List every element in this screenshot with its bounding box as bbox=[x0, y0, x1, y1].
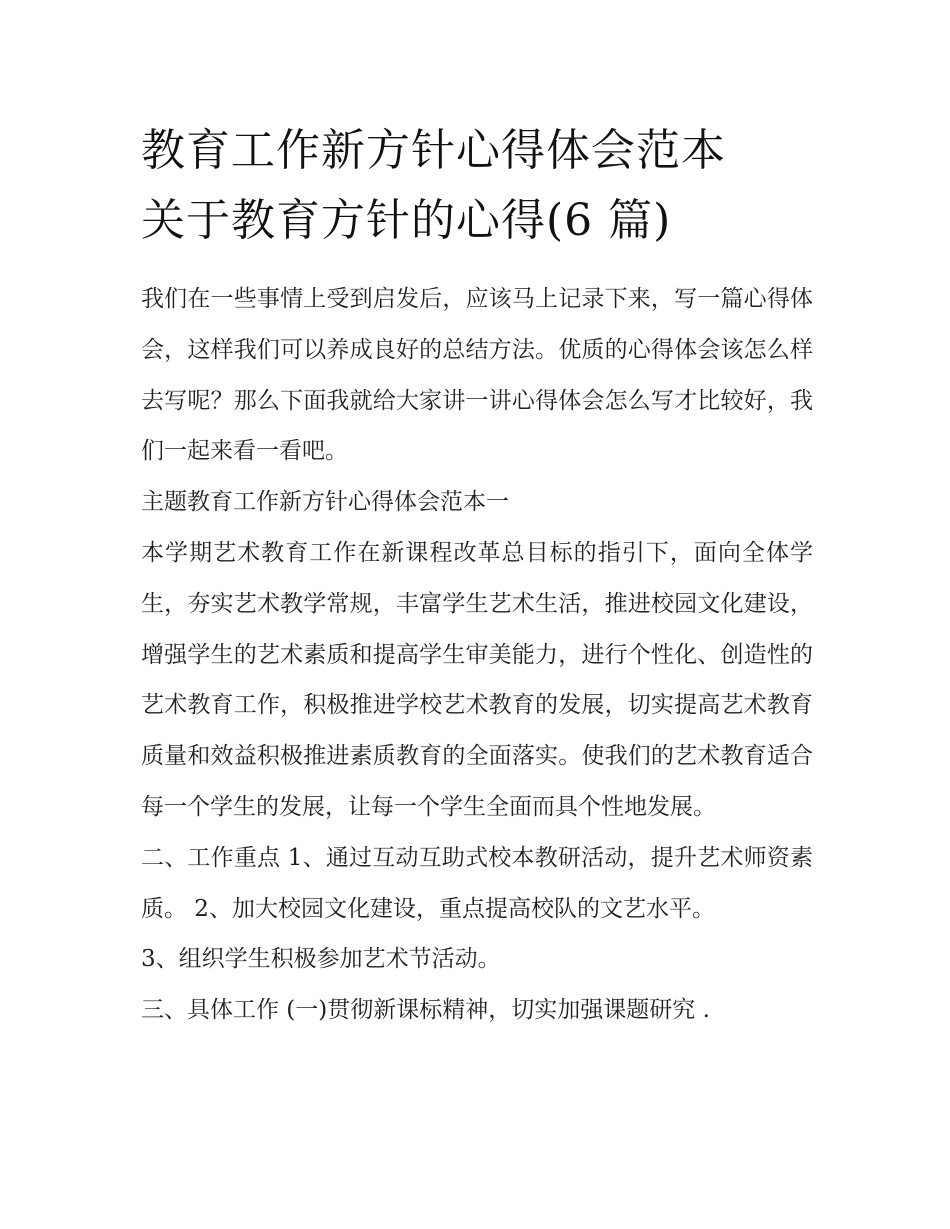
work-focus-item-3: 3、组织学生积极参加艺术节活动。 bbox=[141, 946, 501, 973]
document-title bbox=[141, 116, 813, 256]
document-content bbox=[141, 116, 813, 1036]
specific-work-paragraph: 三、具体工作 (一)贯彻新课标精神，切实加强课题研究 . bbox=[141, 997, 710, 1024]
section-body-paragraph: 本学期艺术教育工作在新课程改革总目标的指引下，面向全体学生，夯实艺术教学常规，丰富学生艺术生活，推进校园文化建设，增强学生的艺术素质和提高学生审美能力，进行个性化、创造性的艺术教育工作，积极推进学校艺术教育的发展，切实提高艺术教育质量和效益积极推进素质教育的全面落实。使我们的艺术教育适合每一个学生的发展，让每一个学生全面而具个性地发展。 bbox=[141, 539, 813, 820]
title-line-2: 关于教育方针的心得(6 篇) bbox=[141, 195, 672, 246]
section-heading: 主题教育工作新方针心得体会范本一 bbox=[141, 489, 509, 516]
title-line-1: 教育工作新方针心得体会范本 bbox=[141, 125, 726, 176]
intro-paragraph: 我们在一些事情上受到启发后，应该马上记录下来，写一篇心得体会，这样我们可以养成良好的总结方法。优质的心得体会该怎么样去写呢？那么下面我就给大家讲一讲心得体会怎么写才比较好，我们一起来看一看吧。 bbox=[141, 286, 813, 465]
work-focus-paragraph: 二、工作重点 1、通过互动互助式校本教研活动，提升艺术师资素质。 2、加大校园文化建设，重点提高校队的文艺水平。 bbox=[141, 844, 813, 922]
document-body bbox=[141, 274, 813, 1036]
